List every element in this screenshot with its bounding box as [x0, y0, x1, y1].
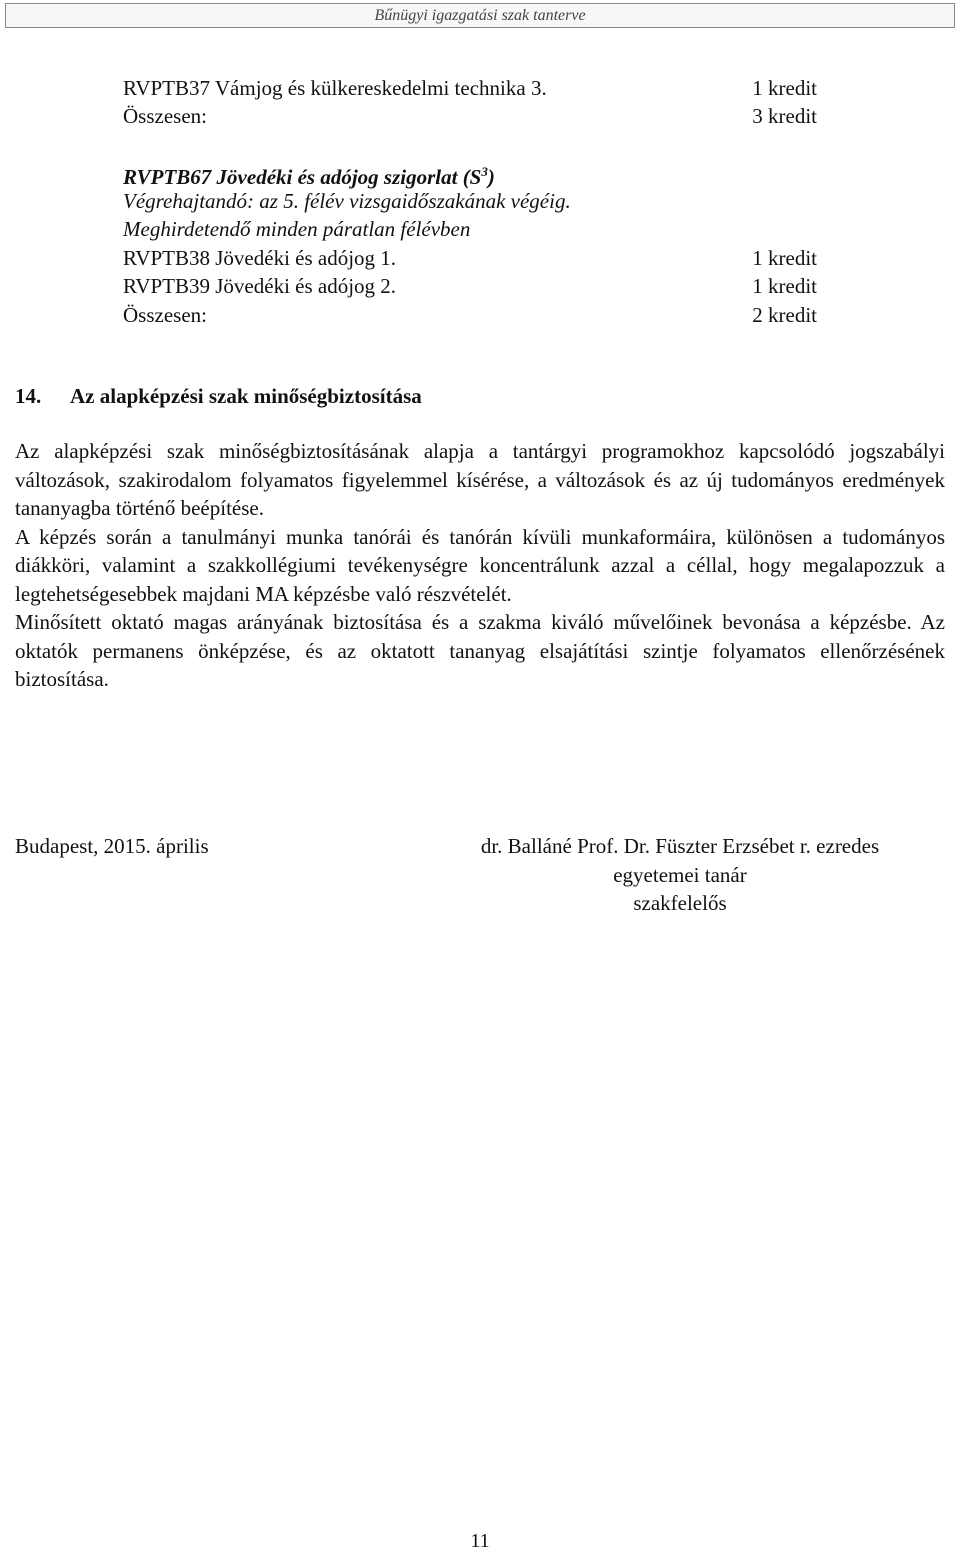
running-header-title: Bűnügyi igazgatási szak tanterve: [374, 7, 586, 24]
place-date: Budapest, 2015. április: [15, 834, 209, 858]
block1-total-credit: 3 kredit: [752, 104, 817, 128]
course-rvptb39: RVPTB39 Jövedéki és adójog 2.: [123, 274, 397, 298]
exam-title: [123, 160, 495, 189]
running-header: [5, 3, 955, 28]
course-rvptb39-credit: 1 kredit: [752, 274, 817, 298]
block1-total-label: Összesen:: [123, 104, 207, 128]
signatory-position-1: egyetemei tanár: [613, 862, 747, 887]
paragraph-2: A képzés során a tanulmányi munka tanórái és tanórán kívüli munkaformáira, különösen a tudományos diákköri, valamint a szakkollégiumi tevékenységre koncentrálunk azzal a céllal, hogy megalapozzuk a legtehetségesebbek majdani MA képzésbe való részvételét.: [15, 524, 945, 606]
block2-total-credit: 2 kredit: [752, 303, 817, 327]
signatory-position-2: szakfelelős: [633, 891, 727, 915]
section-heading: [15, 384, 422, 409]
course-rvptb38-credit: 1 kredit: [752, 246, 817, 270]
page-number: 11: [470, 1530, 490, 1552]
paragraph-1: Az alapképzési szak minőségbiztosításának alapja a tantárgyi programokhoz kapcsolódó jogszabályi változások, szakirodalom folyamatos figyelemmel kísérése, a változások és az új tudományos eredmények tananyagba történő beépítése.: [15, 439, 945, 520]
section-body: [15, 437, 945, 694]
paragraph-3: Minősített oktató magas arányának biztosítása és a szakma kiváló művelőinek bevonása a képzésbe. Az oktatók permanens önképzése, és az oktatott tananyag elsajátítási szintje folyamatos ellenőrzésének biztosítása.: [15, 610, 945, 691]
exam-deadline-note: Végrehajtandó: az 5. félév vizsgaidőszakának végéig.: [123, 189, 571, 213]
exam-title-text: RVPTB67 Jövedéki és adójog szigorlat (S: [123, 165, 482, 189]
exam-title-close: ): [487, 165, 495, 189]
exam-title-sup: 3: [481, 164, 488, 179]
course-rvptb38: RVPTB38 Jövedéki és adójog 1.: [123, 246, 397, 270]
course-rvptb37: RVPTB37 Vámjog és külkereskedelmi technika 3.: [123, 76, 547, 100]
exam-semester-note: Meghirdetendő minden páratlan félévben: [123, 217, 471, 241]
course-rvptb37-credit: 1 kredit: [752, 76, 817, 100]
signature-block: [440, 832, 920, 918]
block2-total-label: Összesen:: [123, 303, 207, 327]
section-title: Az alapképzési szak minőségbiztosítása: [70, 384, 422, 408]
signatory-name: dr. Balláné Prof. Dr. Füszter Erzsébet r. ezredes: [480, 834, 880, 858]
section-number: 14.: [15, 384, 42, 408]
